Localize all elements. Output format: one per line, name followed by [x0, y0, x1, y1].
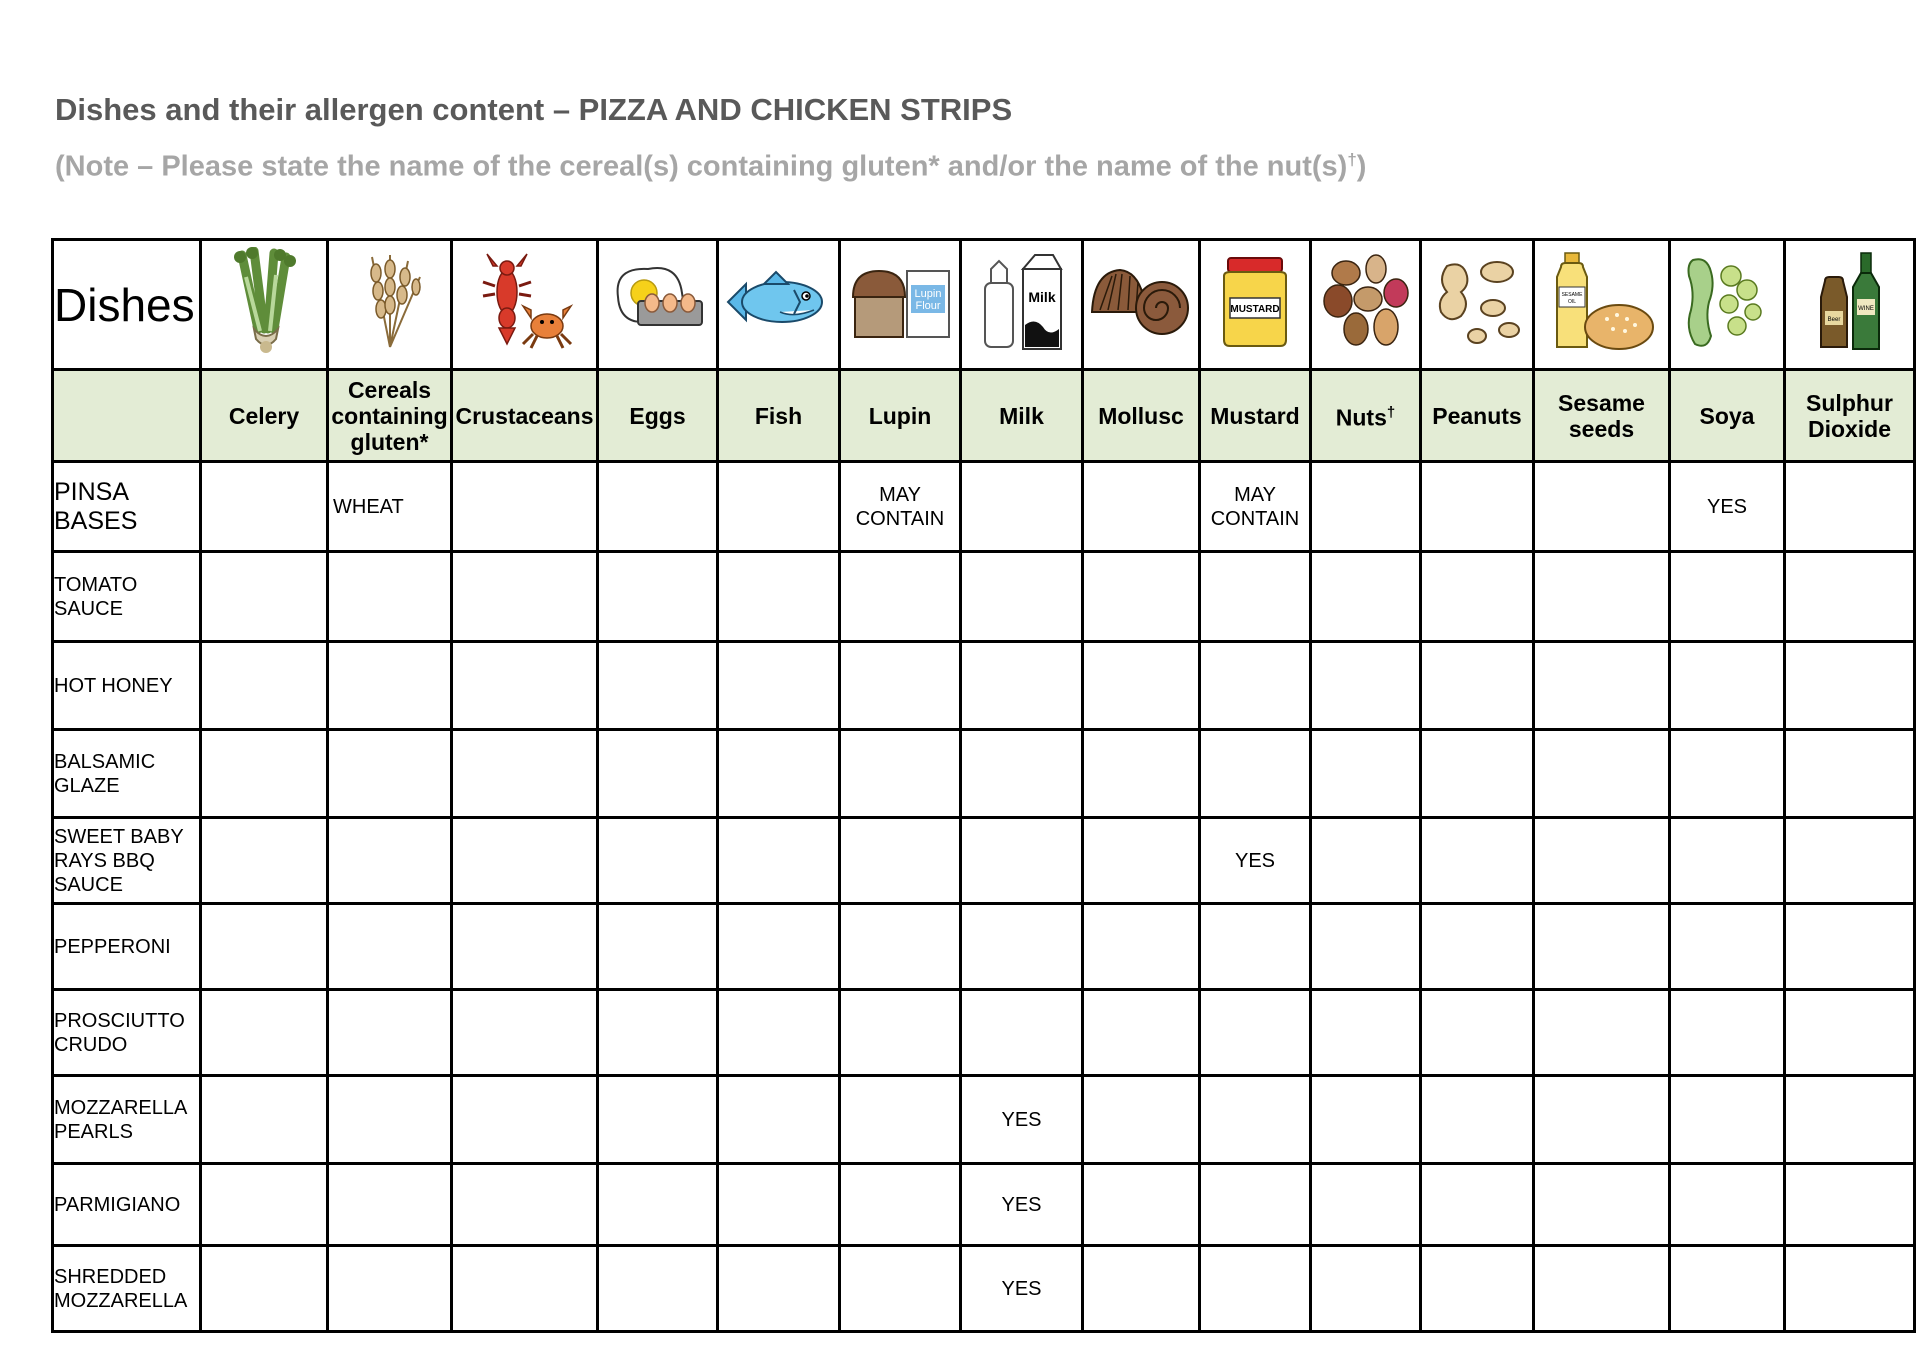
allergen-cell	[1534, 1076, 1670, 1164]
allergen-cell	[1200, 730, 1311, 818]
allergen-cell	[201, 642, 328, 730]
allergen-icon-cell	[961, 240, 1083, 370]
allergen-cell	[1785, 990, 1915, 1076]
allergen-cell	[1421, 990, 1534, 1076]
allergen-cell	[598, 642, 718, 730]
allergen-label	[961, 370, 1083, 462]
allergen-cell	[1534, 462, 1670, 552]
allergen-icon-cell	[452, 240, 598, 370]
allergen-cell	[718, 1076, 840, 1164]
allergen-cell	[1785, 462, 1915, 552]
allergen-cell	[598, 462, 718, 552]
allergen-cell	[961, 642, 1083, 730]
allergen-cell	[1534, 552, 1670, 642]
allergen-label-text: Lupin	[868, 402, 932, 429]
allergen-cell	[1670, 990, 1785, 1076]
allergen-cell	[1670, 730, 1785, 818]
allergen-label-text: Sesame seeds	[1558, 389, 1645, 442]
allergen-cell: MAY CONTAIN	[840, 462, 961, 552]
allergen-cell	[961, 990, 1083, 1076]
allergen-cell	[1083, 818, 1200, 904]
allergen-cell	[201, 1246, 328, 1332]
svg-text:SESAME: SESAME	[1561, 292, 1582, 298]
dish-row	[53, 818, 1915, 904]
allergen-cell	[328, 1246, 452, 1332]
svg-text:WINE: WINE	[1857, 306, 1874, 312]
mustard-jar-icon	[1201, 252, 1309, 357]
allergen-label	[452, 370, 598, 462]
dish-name: SHREDDED MOZZARELLA	[53, 1246, 201, 1332]
allergen-cell	[1785, 1246, 1915, 1332]
allergen-label-text: Soya	[1699, 402, 1755, 429]
allergen-cell	[1421, 462, 1534, 552]
allergen-cell	[718, 904, 840, 990]
allergen-cell	[1785, 1076, 1915, 1164]
allergen-icon-cell	[598, 240, 718, 370]
allergen-cell	[1200, 642, 1311, 730]
allergen-cell: MAY CONTAIN	[1200, 462, 1311, 552]
dishes-header: Dishes	[53, 240, 201, 370]
allergen-cell	[1200, 990, 1311, 1076]
allergen-cell	[598, 1164, 718, 1246]
dish-row	[53, 1164, 1915, 1246]
allergen-label	[598, 370, 718, 462]
allergen-cell	[840, 818, 961, 904]
note-close: )	[1356, 150, 1367, 183]
allergen-icon-cell	[1670, 240, 1785, 370]
allergen-table	[51, 238, 1916, 1333]
allergen-label	[1311, 370, 1421, 462]
nuts-icon	[1312, 247, 1419, 362]
note-dagger: †	[1347, 150, 1357, 169]
dish-name: TOMATO SAUCE	[53, 552, 201, 642]
celery-icon	[202, 247, 326, 362]
allergen-cell	[718, 1164, 840, 1246]
allergen-cell	[1311, 1246, 1421, 1332]
allergen-label	[201, 370, 328, 462]
allergen-cell	[718, 990, 840, 1076]
allergen-cell	[1083, 1164, 1200, 1246]
allergen-cell	[718, 462, 840, 552]
svg-text:Beer: Beer	[1827, 317, 1840, 323]
svg-text:Lupin: Lupin	[914, 288, 942, 300]
allergen-cell	[452, 990, 598, 1076]
allergen-cell	[961, 904, 1083, 990]
allergen-label	[1200, 370, 1311, 462]
dish-name: BALSAMIC GLAZE	[53, 730, 201, 818]
allergen-cell	[961, 818, 1083, 904]
allergen-cell	[201, 552, 328, 642]
allergen-cell	[452, 904, 598, 990]
allergen-label	[1083, 370, 1200, 462]
allergen-cell	[201, 1076, 328, 1164]
allergen-cell	[452, 1164, 598, 1246]
allergen-label-text: Sulphur Dioxide	[1806, 389, 1893, 442]
allergen-cell	[1421, 1246, 1534, 1332]
dish-name: HOT HONEY	[53, 642, 201, 730]
allergen-cell	[718, 552, 840, 642]
allergen-label-text: Peanuts	[1432, 402, 1522, 429]
allergen-label-text: Crustaceans	[455, 402, 594, 429]
allergen-cell	[1083, 904, 1200, 990]
allergen-icon-cell	[840, 240, 961, 370]
allergen-cell	[718, 642, 840, 730]
allergen-cell	[840, 642, 961, 730]
allergen-cell	[1200, 1246, 1311, 1332]
dish-row	[53, 462, 1915, 552]
allergen-cell: WHEAT	[328, 462, 452, 552]
allergen-cell	[1785, 904, 1915, 990]
allergen-label-text: Cereals containing gluten*	[331, 376, 448, 455]
allergen-cell: YES	[1670, 462, 1785, 552]
allergen-icon-cell	[328, 240, 452, 370]
dish-row	[53, 552, 1915, 642]
allergen-cell	[1670, 1076, 1785, 1164]
allergen-icon-cell	[718, 240, 840, 370]
allergen-cell	[1311, 730, 1421, 818]
allergen-cell	[328, 642, 452, 730]
allergen-cell	[201, 818, 328, 904]
allergen-cell	[598, 990, 718, 1076]
allergen-cell: YES	[1200, 818, 1311, 904]
allergen-cell	[1200, 552, 1311, 642]
allergen-cell	[1670, 552, 1785, 642]
allergen-cell	[598, 552, 718, 642]
allergen-cell	[598, 1076, 718, 1164]
allergen-icon-cell	[1785, 240, 1915, 370]
nuts-dagger: †	[1386, 404, 1396, 422]
allergen-cell	[1200, 904, 1311, 990]
allergen-label	[1785, 370, 1915, 462]
allergen-cell	[328, 1164, 452, 1246]
allergen-cell	[1311, 462, 1421, 552]
allergen-cell	[840, 1076, 961, 1164]
allergen-cell	[1311, 990, 1421, 1076]
dish-row	[53, 1076, 1915, 1164]
allergen-cell	[1670, 1164, 1785, 1246]
allergen-cell	[1421, 1164, 1534, 1246]
allergen-cell	[1534, 1246, 1670, 1332]
allergen-cell	[1785, 1164, 1915, 1246]
dish-name: PEPPERONI	[53, 904, 201, 990]
svg-text:MUSTARD: MUSTARD	[1230, 304, 1280, 315]
allergen-cell	[1311, 818, 1421, 904]
allergen-cell	[1200, 1164, 1311, 1246]
allergen-cell	[598, 904, 718, 990]
allergen-cell	[961, 552, 1083, 642]
allergen-cell	[1311, 552, 1421, 642]
allergen-cell	[328, 904, 452, 990]
allergen-cell	[1200, 1076, 1311, 1164]
peanuts-icon	[1422, 252, 1532, 357]
allergen-cell	[718, 730, 840, 818]
dish-name: PROSCIUTTO CRUDO	[53, 990, 201, 1076]
label-blank-cell	[53, 370, 201, 462]
wine-beer-icon	[1786, 247, 1913, 362]
dish-row	[53, 642, 1915, 730]
allergen-label-text: Celery	[228, 402, 300, 429]
allergen-cell	[452, 730, 598, 818]
allergen-cell	[840, 552, 961, 642]
allergen-cell	[1083, 1076, 1200, 1164]
allergen-cell	[328, 818, 452, 904]
milk-carton-icon	[962, 247, 1081, 362]
allergen-icon-cell	[1200, 240, 1311, 370]
allergen-cell	[328, 1076, 452, 1164]
allergen-cell	[452, 1246, 598, 1332]
allergen-label	[718, 370, 840, 462]
allergen-cell	[1421, 904, 1534, 990]
allergen-cell	[1083, 990, 1200, 1076]
allergen-label-text: Milk	[999, 402, 1044, 429]
allergen-cell	[840, 1246, 961, 1332]
allergen-cell	[598, 730, 718, 818]
allergen-cell	[1534, 818, 1670, 904]
allergen-cell	[840, 730, 961, 818]
fish-icon	[719, 262, 838, 347]
allergen-cell	[452, 642, 598, 730]
note-text: (Note – Please state the name of the cereal(s) containing gluten* and/or the name of the nut(s)	[55, 150, 1348, 183]
allergen-icon-cell	[1421, 240, 1534, 370]
allergen-cell	[1785, 818, 1915, 904]
allergen-label	[840, 370, 961, 462]
allergen-label-text: Fish	[754, 402, 803, 429]
allergen-cell	[201, 462, 328, 552]
allergen-cell	[961, 462, 1083, 552]
dish-name: SWEET BABY RAYS BBQ SAUCE	[53, 818, 201, 904]
allergen-cell	[1083, 552, 1200, 642]
soya-icon	[1671, 252, 1783, 357]
allergen-cell	[1421, 642, 1534, 730]
allergen-cell: YES	[961, 1076, 1083, 1164]
allergen-cell	[1785, 642, 1915, 730]
dish-name: MOZZARELLA PEARLS	[53, 1076, 201, 1164]
dish-row	[53, 730, 1915, 818]
svg-text:Flour: Flour	[915, 300, 941, 312]
allergen-label-text: Nuts	[1335, 404, 1387, 431]
dish-row	[53, 904, 1915, 990]
allergen-cell	[1311, 642, 1421, 730]
allergen-cell	[1670, 1246, 1785, 1332]
allergen-label	[328, 370, 452, 462]
dish-row	[53, 990, 1915, 1076]
allergen-cell: YES	[961, 1246, 1083, 1332]
allergen-cell	[1421, 818, 1534, 904]
wheat-icon	[329, 247, 450, 362]
allergen-cell	[1534, 642, 1670, 730]
eggs-icon	[599, 257, 716, 352]
allergen-cell	[1785, 730, 1915, 818]
allergen-label-text: Mustard	[1210, 402, 1300, 429]
allergen-label	[1670, 370, 1785, 462]
allergen-cell	[328, 730, 452, 818]
allergen-cell	[1083, 730, 1200, 818]
allergen-cell	[452, 1076, 598, 1164]
allergen-cell	[201, 990, 328, 1076]
allergen-label-text: Mollusc	[1098, 402, 1184, 429]
allergen-cell	[1083, 642, 1200, 730]
allergen-cell: YES	[961, 1164, 1083, 1246]
allergen-cell	[1670, 904, 1785, 990]
allergen-cell	[201, 904, 328, 990]
allergen-cell	[452, 552, 598, 642]
allergen-cell	[1311, 904, 1421, 990]
allergen-cell	[1534, 904, 1670, 990]
allergen-cell	[840, 1164, 961, 1246]
allergen-cell	[1311, 1164, 1421, 1246]
dish-name: PINSA BASES	[53, 462, 201, 552]
allergen-label-text: Eggs	[629, 402, 686, 429]
allergen-cell	[1534, 1164, 1670, 1246]
allergen-cell	[1421, 730, 1534, 818]
allergen-icon-cell	[201, 240, 328, 370]
allergen-cell	[961, 730, 1083, 818]
page-note	[55, 150, 1366, 184]
page-title: Dishes and their allergen content – PIZZA AND CHICKEN STRIPS	[55, 92, 1013, 127]
lupin-flour-icon	[841, 257, 959, 352]
allergen-cell	[452, 462, 598, 552]
allergen-cell	[1421, 552, 1534, 642]
allergen-label-row	[53, 370, 1915, 462]
allergen-cell	[1534, 990, 1670, 1076]
dish-row	[53, 1246, 1915, 1332]
allergen-cell	[1083, 462, 1200, 552]
allergen-cell	[328, 990, 452, 1076]
crustaceans-icon	[453, 252, 596, 357]
allergen-cell	[598, 818, 718, 904]
allergen-icon-cell	[1311, 240, 1421, 370]
allergen-cell	[1311, 1076, 1421, 1164]
allergen-cell	[452, 818, 598, 904]
allergen-cell	[840, 990, 961, 1076]
allergen-icon-row	[53, 240, 1915, 370]
allergen-cell	[1534, 730, 1670, 818]
allergen-cell	[1670, 642, 1785, 730]
allergen-cell	[201, 730, 328, 818]
allergen-cell	[598, 1246, 718, 1332]
allergen-cell	[1083, 1246, 1200, 1332]
mollusc-shell-icon	[1084, 262, 1198, 347]
svg-text:Milk: Milk	[1027, 289, 1056, 305]
sesame-oil-icon	[1535, 247, 1668, 362]
allergen-label	[1421, 370, 1534, 462]
allergen-cell	[840, 904, 961, 990]
allergen-cell	[718, 1246, 840, 1332]
allergen-cell	[1421, 1076, 1534, 1164]
svg-text:OIL: OIL	[1567, 299, 1576, 305]
allergen-cell	[1785, 552, 1915, 642]
allergen-cell	[1670, 818, 1785, 904]
allergen-cell	[718, 818, 840, 904]
dish-name: PARMIGIANO	[53, 1164, 201, 1246]
allergen-icon-cell	[1083, 240, 1200, 370]
allergen-cell	[328, 552, 452, 642]
allergen-icon-cell	[1534, 240, 1670, 370]
allergen-label	[1534, 370, 1670, 462]
allergen-cell	[201, 1164, 328, 1246]
